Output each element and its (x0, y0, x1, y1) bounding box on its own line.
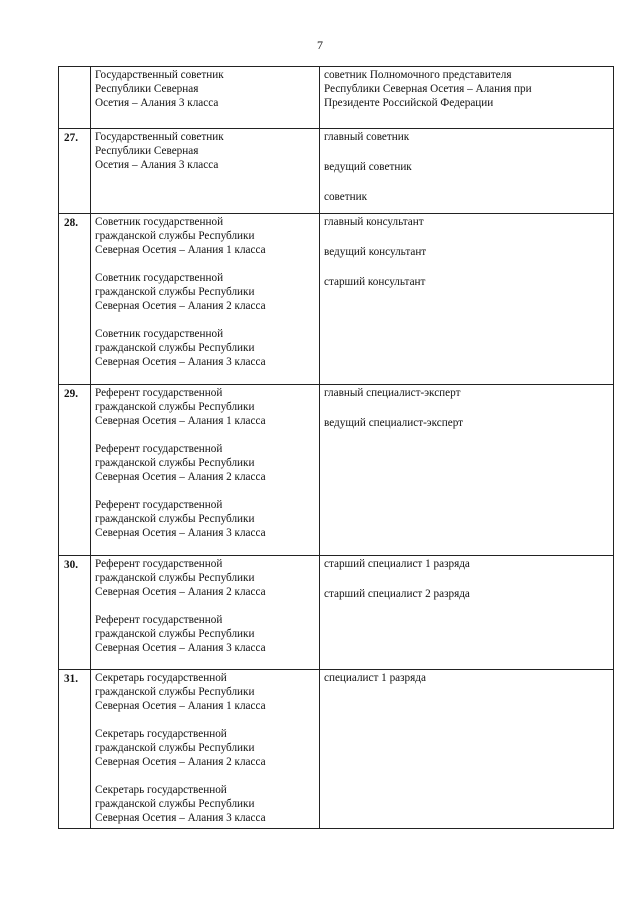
rank-entry: Референт государственной гражданской службы Республики Северная Осетия – Алания 3 класса (95, 499, 266, 539)
row-number: 29. (59, 385, 91, 556)
rank-cell (91, 556, 320, 670)
position-entry: ведущий консультант (324, 246, 427, 258)
row-number: 28. (59, 214, 91, 385)
rank-cell (91, 129, 320, 214)
rank-entry: Секретарь государственной гражданской службы Республики Северная Осетия – Алания 3 класса (95, 784, 266, 824)
rank-entry: Референт государственной гражданской службы Республики Северная Осетия – Алания 3 класса (95, 614, 266, 654)
position-entry: советник (324, 191, 368, 203)
document-table-container (58, 66, 613, 829)
rank-cell (91, 670, 320, 829)
row-number: 27. (59, 129, 91, 214)
row-number: 31. (59, 670, 91, 829)
position-entry: ведущий специалист-эксперт (324, 417, 464, 429)
row-number (59, 67, 91, 129)
rank-entry: Референт государственной гражданской службы Республики Северная Осетия – Алания 2 класса (95, 443, 266, 483)
rank-entry: Государственный советник Республики Северная Осетия – Алания 3 класса (95, 69, 224, 109)
table-row (59, 129, 614, 214)
page-number: 7 (317, 38, 323, 52)
position-entry: старший консультант (324, 276, 426, 288)
rank-entry: Советник государственной гражданской службы Республики Северная Осетия – Алания 3 класса (95, 328, 266, 368)
position-cell (320, 556, 614, 670)
table-row (59, 214, 614, 385)
position-cell (320, 385, 614, 556)
table-row (59, 670, 614, 829)
position-entry: советник Полномочного представителя Республики Северная Осетия – Алания при Президенте Российской Федерации (324, 69, 532, 109)
table-row (59, 385, 614, 556)
positions-table (58, 66, 614, 829)
position-cell (320, 67, 614, 129)
position-entry: старший специалист 1 разряда (324, 558, 470, 570)
rank-entry: Советник государственной гражданской службы Республики Северная Осетия – Алания 1 класса (95, 216, 266, 256)
table-row (59, 556, 614, 670)
rank-entry: Секретарь государственной гражданской службы Республики Северная Осетия – Алания 1 класса (95, 672, 266, 712)
table-body (59, 67, 614, 829)
row-number: 30. (59, 556, 91, 670)
position-entry: главный специалист-эксперт (324, 387, 461, 399)
rank-entry: Референт государственной гражданской службы Республики Северная Осетия – Алания 1 класса (95, 387, 266, 427)
position-cell (320, 670, 614, 829)
rank-cell (91, 67, 320, 129)
position-cell (320, 129, 614, 214)
rank-cell (91, 214, 320, 385)
position-entry: главный консультант (324, 216, 424, 228)
position-cell (320, 214, 614, 385)
rank-entry: Государственный советник Республики Северная Осетия – Алания 3 класса (95, 131, 224, 171)
position-entry: главный советник (324, 131, 410, 143)
position-entry: старший специалист 2 разряда (324, 588, 470, 600)
rank-entry: Референт государственной гражданской службы Республики Северная Осетия – Алания 2 класса (95, 558, 266, 598)
table-row (59, 67, 614, 129)
rank-entry: Секретарь государственной гражданской службы Республики Северная Осетия – Алания 2 класса (95, 728, 266, 768)
rank-cell (91, 385, 320, 556)
position-entry: специалист 1 разряда (324, 672, 426, 684)
rank-entry: Советник государственной гражданской службы Республики Северная Осетия – Алания 2 класса (95, 272, 266, 312)
position-entry: ведущий советник (324, 161, 412, 173)
